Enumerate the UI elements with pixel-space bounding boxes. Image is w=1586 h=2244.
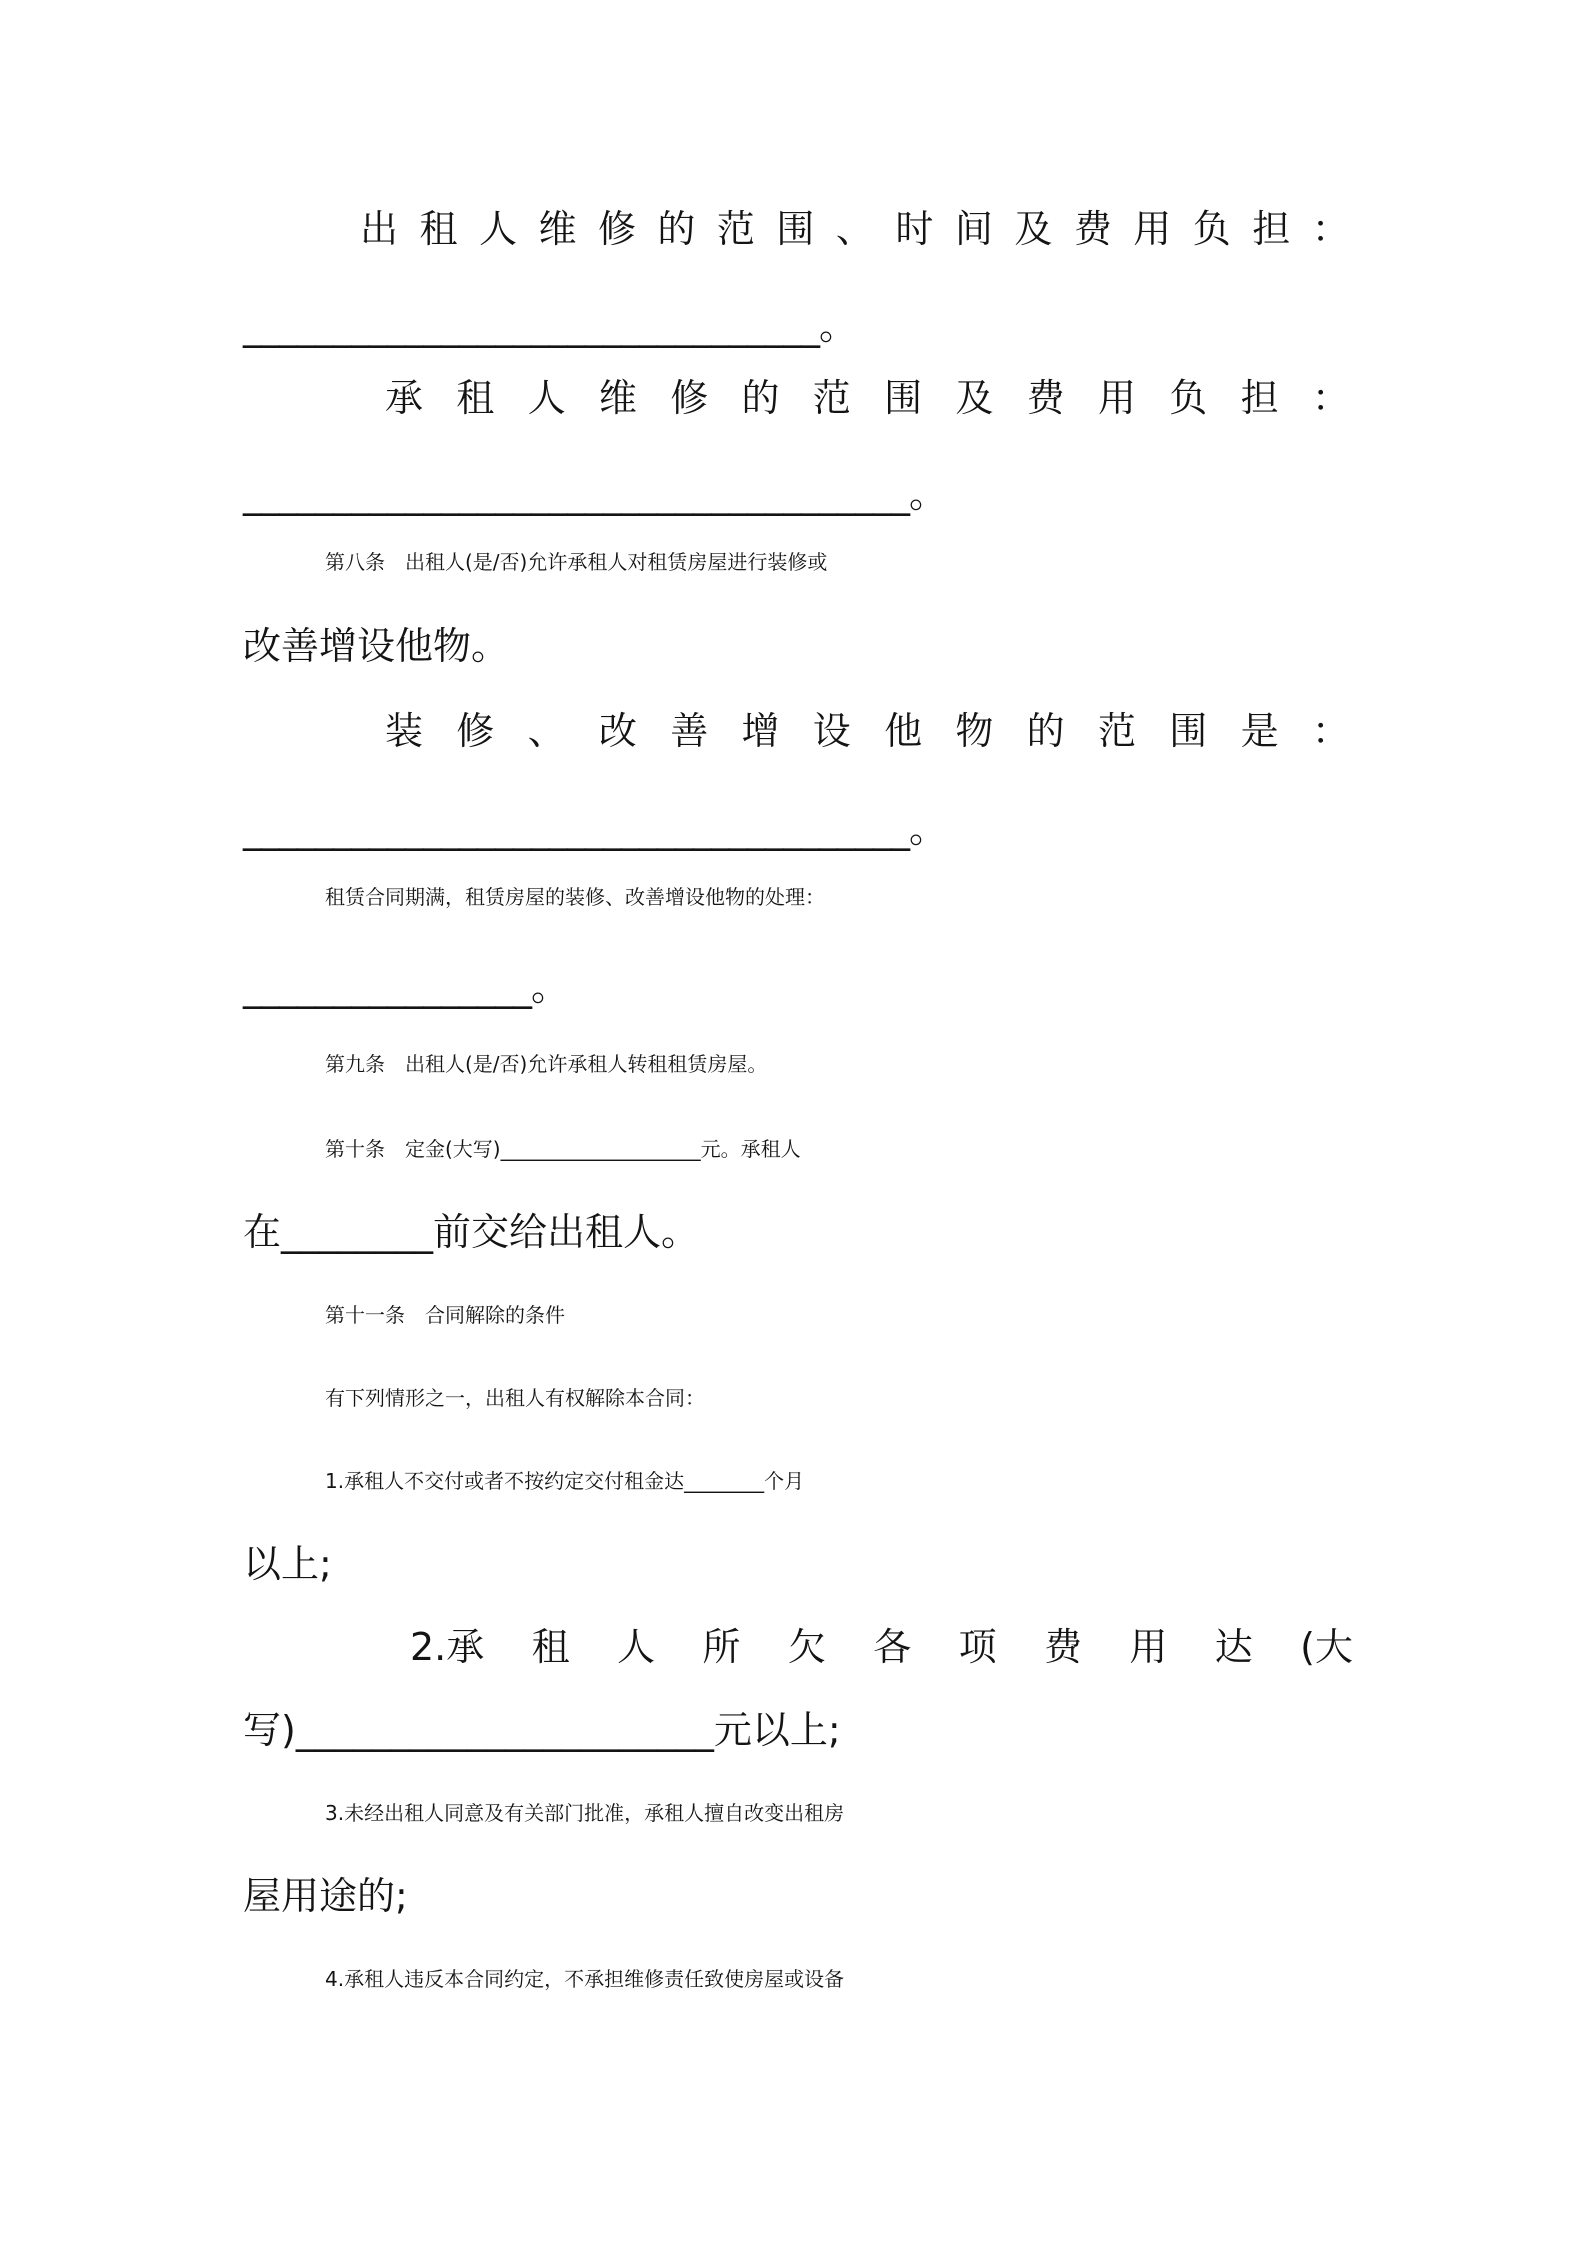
char: 时 [895, 207, 934, 251]
char: 间 [954, 207, 993, 251]
char: 用 [1129, 1625, 1168, 1669]
char: 所 [702, 1625, 741, 1669]
char: 及 [1014, 207, 1053, 251]
char: 费 [1026, 376, 1065, 420]
char: 人 [617, 1625, 656, 1669]
expiry-handling-line: 租赁合同期满，租赁房屋的装修、改善增设他物的处理： [325, 885, 825, 909]
char: 围 [776, 207, 815, 251]
condition-2-line-2: 写)______________________元以上; [243, 1708, 841, 1752]
char: 出 [360, 207, 399, 251]
char: 的 [741, 376, 780, 420]
char: 善 [670, 709, 709, 753]
char: 租 [531, 1625, 570, 1669]
char: 租 [419, 207, 458, 251]
char: 项 [958, 1625, 997, 1669]
condition-1-line-1: 1.承租人不交付或者不按约定交付租金达________个月 [325, 1469, 805, 1493]
char: 增 [741, 709, 780, 753]
char: 范 [716, 207, 755, 251]
char: ： [1311, 709, 1350, 753]
char: 各 [873, 1625, 912, 1669]
char: 围 [884, 376, 923, 420]
char: 人 [527, 376, 566, 420]
char: 改 [598, 709, 637, 753]
char: 担 [1240, 376, 1279, 420]
condition-3-line-2: 屋用途的; [243, 1874, 408, 1918]
char: 用 [1097, 376, 1136, 420]
char: 的 [657, 207, 696, 251]
article-9-line: 第九条 出租人(是/否)允许承租人转租租赁房屋。 [325, 1052, 768, 1076]
lessor-repair-heading [360, 201, 1350, 257]
article-8-line-2: 改善增设他物。 [243, 624, 510, 668]
char: 、 [835, 207, 874, 251]
char: 物 [955, 709, 994, 753]
char: 装 [385, 709, 424, 753]
char: 租 [456, 376, 495, 420]
condition-2-line-1 [410, 1619, 1353, 1675]
char: 他 [884, 709, 923, 753]
char: 费 [1043, 1625, 1082, 1669]
char: 及 [955, 376, 994, 420]
condition-4-line-1: 4.承租人违反本合同约定，不承担维修责任致使房屋或设备 [325, 1967, 845, 1991]
char: 维 [598, 376, 637, 420]
char: 的 [1026, 709, 1065, 753]
char: 修 [597, 207, 636, 251]
char: 人 [478, 207, 517, 251]
fill-blank-line[interactable]: ________________。 [243, 965, 569, 1009]
char: 负 [1169, 376, 1208, 420]
char: 负 [1192, 207, 1231, 251]
char: ： [1311, 207, 1350, 251]
article-11-heading: 第十一条 合同解除的条件 [325, 1303, 565, 1327]
char: 修 [456, 709, 495, 753]
char: 2.承 [410, 1625, 485, 1669]
article-10-line-1: 第十条 定金(大写)____________________元。承租人 [325, 1137, 801, 1161]
char: 维 [538, 207, 577, 251]
char: 、 [527, 709, 566, 753]
char: 费 [1073, 207, 1112, 251]
char: 用 [1133, 207, 1172, 251]
fill-blank-line[interactable]: ________________________________。 [243, 304, 857, 348]
char: 围 [1169, 709, 1208, 753]
condition-3-line-1: 3.未经出租人同意及有关部门批准，承租人擅自改变出租房 [325, 1801, 845, 1825]
char: 承 [385, 376, 424, 420]
char: 范 [1097, 709, 1136, 753]
char: 是 [1240, 709, 1279, 753]
fill-blank-line[interactable]: _____________________________________。 [243, 807, 947, 851]
char: 担 [1252, 207, 1291, 251]
condition-1-line-2: 以上; [243, 1542, 332, 1586]
char: ： [1311, 376, 1350, 420]
char: 欠 [787, 1625, 826, 1669]
char: 达 [1214, 1625, 1253, 1669]
char: 修 [670, 376, 709, 420]
article-8-line-1: 第八条 出租人(是/否)允许承租人对租赁房屋进行装修或 [325, 550, 828, 574]
termination-intro: 有下列情形之一，出租人有权解除本合同： [325, 1386, 705, 1410]
fill-blank-line[interactable]: _____________________________________。 [243, 472, 947, 516]
article-10-line-2: 在________前交给出租人。 [243, 1210, 700, 1254]
char: (大 [1300, 1625, 1353, 1669]
decoration-scope-heading [385, 703, 1350, 759]
char: 设 [812, 709, 851, 753]
lessee-repair-heading [385, 370, 1350, 426]
char: 范 [812, 376, 851, 420]
